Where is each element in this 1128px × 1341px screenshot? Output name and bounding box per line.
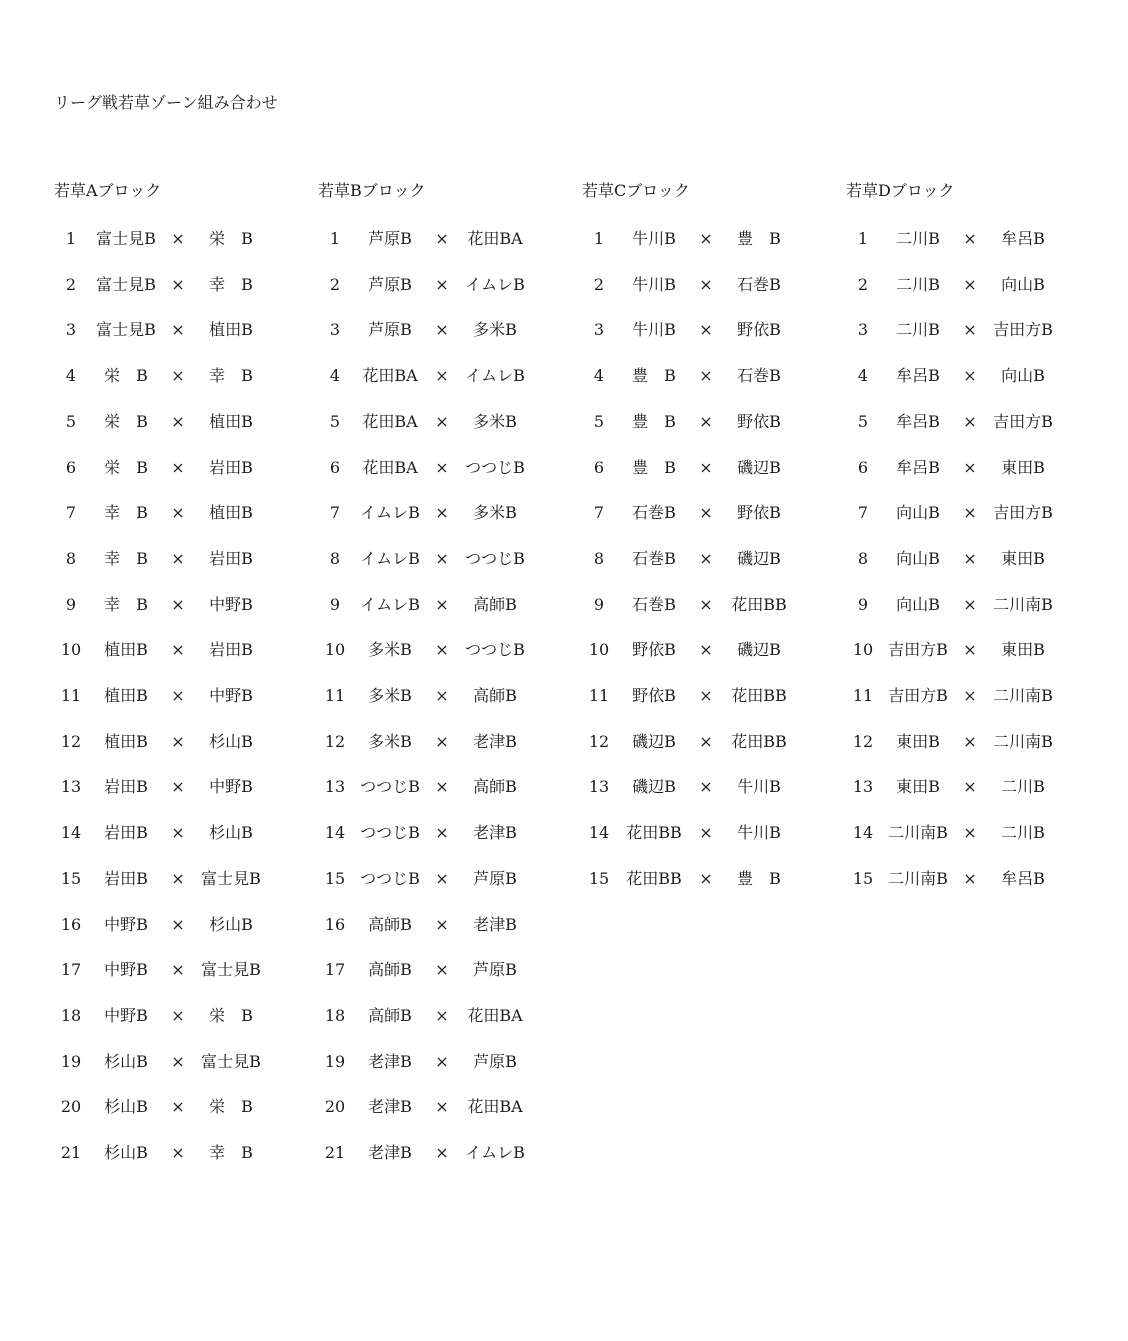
match-number: 11 xyxy=(588,686,610,705)
versus-symbol: × xyxy=(435,503,449,523)
away-team: 東田B xyxy=(1001,457,1045,477)
versus-symbol: × xyxy=(171,229,185,248)
away-team: 吉田方B xyxy=(993,320,1053,340)
match-number: 13 xyxy=(324,777,346,797)
match-number: 1 xyxy=(65,229,77,248)
away-team: つつじB xyxy=(465,548,525,568)
match-number: 9 xyxy=(65,594,77,614)
versus-symbol: × xyxy=(435,1097,449,1117)
versus-symbol: × xyxy=(963,777,977,797)
home-team: 吉田方B xyxy=(888,686,948,705)
home-team: 花田BA xyxy=(362,457,418,477)
home-team: 牟呂B xyxy=(896,457,940,477)
away-team: 芦原B xyxy=(473,868,517,888)
away-team: 牛川B xyxy=(737,777,781,797)
home-team: 東田B xyxy=(896,731,940,751)
away-team: 杉山B xyxy=(209,914,253,934)
away-team: 二川南B xyxy=(993,686,1053,705)
away-team: 野依B xyxy=(737,320,781,340)
home-team: 石巻B xyxy=(632,548,676,568)
home-team: 老津B xyxy=(368,1051,412,1071)
home-team: つつじB xyxy=(360,777,420,797)
match-number: 8 xyxy=(65,548,77,568)
away-team: 植田B xyxy=(209,411,253,431)
versus-symbol: × xyxy=(963,274,977,294)
match-number: 17 xyxy=(324,960,346,980)
versus-symbol: × xyxy=(963,457,977,477)
match-number: 14 xyxy=(60,823,82,843)
match-number: 4 xyxy=(593,366,605,386)
home-team: 二川B xyxy=(896,320,940,340)
away-team: 二川南B xyxy=(993,594,1053,614)
home-team: 幸 B xyxy=(104,594,148,614)
home-team: 豊 B xyxy=(632,411,676,431)
match-number: 8 xyxy=(329,548,341,568)
versus-symbol: × xyxy=(699,457,713,477)
home-team: 牟呂B xyxy=(896,366,940,386)
home-team: 花田BB xyxy=(626,823,682,843)
match-number: 1 xyxy=(857,229,869,248)
home-team: 吉田方B xyxy=(888,640,948,660)
versus-symbol: × xyxy=(171,823,185,843)
away-team: 栄 B xyxy=(209,1097,253,1117)
match-number: 15 xyxy=(852,868,874,888)
versus-symbol: × xyxy=(435,914,449,934)
versus-symbol: × xyxy=(699,823,713,843)
match-number: 4 xyxy=(65,366,77,386)
home-team: 磯辺B xyxy=(632,777,676,797)
versus-symbol: × xyxy=(171,457,185,477)
versus-symbol: × xyxy=(171,1143,185,1162)
versus-symbol: × xyxy=(171,777,185,797)
away-team: 多米B xyxy=(473,503,517,523)
versus-symbol: × xyxy=(171,274,185,294)
versus-symbol: × xyxy=(699,640,713,660)
home-team: 杉山B xyxy=(104,1143,148,1162)
away-team: 栄 B xyxy=(209,229,253,248)
home-team: 芦原B xyxy=(368,229,412,248)
versus-symbol: × xyxy=(699,777,713,797)
home-team: 岩田B xyxy=(104,868,148,888)
home-team: 高師B xyxy=(368,960,412,980)
away-team: 幸 B xyxy=(209,1143,253,1162)
match-number: 10 xyxy=(324,640,346,660)
match-number: 18 xyxy=(60,1005,82,1025)
match-number: 17 xyxy=(60,960,82,980)
away-team: 中野B xyxy=(209,594,253,614)
versus-symbol: × xyxy=(963,548,977,568)
versus-symbol: × xyxy=(699,548,713,568)
block-title: 若草Aブロック xyxy=(54,181,162,200)
away-team: 芦原B xyxy=(473,960,517,980)
match-number: 3 xyxy=(593,320,605,340)
home-team: 高師B xyxy=(368,914,412,934)
away-team: 老津B xyxy=(473,823,517,843)
block-title: 若草Dブロック xyxy=(846,181,955,200)
match-number: 10 xyxy=(588,640,610,660)
home-team: 杉山B xyxy=(104,1097,148,1117)
match-number: 13 xyxy=(852,777,874,797)
home-team: 牟呂B xyxy=(896,411,940,431)
away-team: 植田B xyxy=(209,503,253,523)
home-team: 向山B xyxy=(896,503,940,523)
versus-symbol: × xyxy=(171,1051,185,1071)
match-number: 5 xyxy=(857,411,869,431)
home-team: 幸 B xyxy=(104,503,148,523)
home-team: 植田B xyxy=(104,640,148,660)
match-number: 7 xyxy=(857,503,869,523)
home-team: 東田B xyxy=(896,777,940,797)
away-team: 高師B xyxy=(473,686,517,705)
versus-symbol: × xyxy=(963,366,977,386)
away-team: 杉山B xyxy=(209,823,253,843)
home-team: 岩田B xyxy=(104,823,148,843)
versus-symbol: × xyxy=(435,320,449,340)
home-team: 老津B xyxy=(368,1143,412,1162)
versus-symbol: × xyxy=(963,320,977,340)
home-team: 牛川B xyxy=(632,274,676,294)
versus-symbol: × xyxy=(699,320,713,340)
home-team: 老津B xyxy=(368,1097,412,1117)
block-a xyxy=(54,180,304,1162)
home-team: 二川B xyxy=(896,274,940,294)
away-team: つつじB xyxy=(465,640,525,660)
match-number: 6 xyxy=(593,457,605,477)
home-team: 二川南B xyxy=(888,868,948,888)
match-number: 1 xyxy=(329,229,341,248)
match-number: 7 xyxy=(65,503,77,523)
match-number: 12 xyxy=(852,731,874,751)
home-team: 花田BA xyxy=(362,411,418,431)
home-team: 豊 B xyxy=(632,457,676,477)
match-number: 12 xyxy=(60,731,82,751)
home-team: 植田B xyxy=(104,731,148,751)
versus-symbol: × xyxy=(435,1005,449,1025)
away-team: 植田B xyxy=(209,320,253,340)
versus-symbol: × xyxy=(171,731,185,751)
away-team: 二川B xyxy=(1001,777,1045,797)
away-team: つつじB xyxy=(465,457,525,477)
home-team: 花田BA xyxy=(362,366,418,386)
away-team: 石巻B xyxy=(737,366,781,386)
away-team: 牟呂B xyxy=(1001,868,1045,888)
away-team: 磯辺B xyxy=(737,548,781,568)
away-team: 芦原B xyxy=(473,1051,517,1071)
versus-symbol: × xyxy=(171,366,185,386)
home-team: 磯辺B xyxy=(632,731,676,751)
versus-symbol: × xyxy=(963,411,977,431)
away-team: 豊 B xyxy=(737,868,781,888)
versus-symbol: × xyxy=(435,868,449,888)
match-number: 13 xyxy=(60,777,82,797)
away-team: 老津B xyxy=(473,731,517,751)
match-number: 15 xyxy=(324,868,346,888)
versus-symbol: × xyxy=(435,1051,449,1071)
match-number: 1 xyxy=(593,229,605,248)
match-number: 7 xyxy=(593,503,605,523)
match-number: 9 xyxy=(593,594,605,614)
away-team: 老津B xyxy=(473,914,517,934)
home-team: 高師B xyxy=(368,1005,412,1025)
block-c xyxy=(582,180,832,888)
match-number: 15 xyxy=(588,868,610,888)
home-team: 多米B xyxy=(368,731,412,751)
versus-symbol: × xyxy=(171,640,185,660)
home-team: 富士見B xyxy=(96,274,156,294)
match-number: 8 xyxy=(593,548,605,568)
match-number: 19 xyxy=(60,1051,82,1071)
match-number: 6 xyxy=(65,457,77,477)
match-number: 3 xyxy=(329,320,341,340)
away-team: 富士見B xyxy=(201,960,261,980)
home-team: 富士見B xyxy=(96,229,156,248)
versus-symbol: × xyxy=(171,1097,185,1117)
home-team: 石巻B xyxy=(632,594,676,614)
away-team: 多米B xyxy=(473,320,517,340)
away-team: イムレB xyxy=(465,274,525,294)
away-team: 二川B xyxy=(1001,823,1045,843)
versus-symbol: × xyxy=(963,640,977,660)
away-team: 栄 B xyxy=(209,1005,253,1025)
home-team: イムレB xyxy=(360,503,420,523)
home-team: イムレB xyxy=(360,548,420,568)
versus-symbol: × xyxy=(699,503,713,523)
away-team: 花田BA xyxy=(467,1005,523,1025)
versus-symbol: × xyxy=(435,823,449,843)
away-team: 磯辺B xyxy=(737,640,781,660)
away-team: 幸 B xyxy=(209,366,253,386)
away-team: 幸 B xyxy=(209,274,253,294)
away-team: イムレB xyxy=(465,1143,525,1162)
home-team: 富士見B xyxy=(96,320,156,340)
away-team: 牛川B xyxy=(737,823,781,843)
away-team: 二川南B xyxy=(993,731,1053,751)
versus-symbol: × xyxy=(963,503,977,523)
away-team: 中野B xyxy=(209,777,253,797)
versus-symbol: × xyxy=(171,960,185,980)
versus-symbol: × xyxy=(435,731,449,751)
match-number: 5 xyxy=(65,411,77,431)
versus-symbol: × xyxy=(171,1005,185,1025)
home-team: つつじB xyxy=(360,868,420,888)
home-team: 岩田B xyxy=(104,777,148,797)
block-title: 若草Cブロック xyxy=(582,181,690,200)
match-number: 20 xyxy=(60,1097,82,1117)
match-number: 6 xyxy=(329,457,341,477)
home-team: 牛川B xyxy=(632,229,676,248)
home-team: 野依B xyxy=(632,686,676,705)
home-team: 石巻B xyxy=(632,503,676,523)
home-team: 野依B xyxy=(632,640,676,660)
home-team: 二川B xyxy=(896,229,940,248)
match-number: 18 xyxy=(324,1005,346,1025)
home-team: 牛川B xyxy=(632,320,676,340)
away-team: 東田B xyxy=(1001,548,1045,568)
versus-symbol: × xyxy=(963,823,977,843)
home-team: 栄 B xyxy=(104,411,148,431)
away-team: 野依B xyxy=(737,503,781,523)
match-number: 9 xyxy=(329,594,341,614)
home-team: 向山B xyxy=(896,594,940,614)
home-team: 向山B xyxy=(896,548,940,568)
home-team: 花田BB xyxy=(626,868,682,888)
versus-symbol: × xyxy=(699,411,713,431)
block-d xyxy=(846,180,1096,888)
away-team: 石巻B xyxy=(737,274,781,294)
away-team: 牟呂B xyxy=(1001,229,1045,248)
versus-symbol: × xyxy=(171,686,185,705)
match-number: 4 xyxy=(329,366,341,386)
away-team: 花田BA xyxy=(467,1097,523,1117)
versus-symbol: × xyxy=(699,229,713,248)
versus-symbol: × xyxy=(699,274,713,294)
away-team: 多米B xyxy=(473,411,517,431)
away-team: 向山B xyxy=(1001,366,1045,386)
match-number: 2 xyxy=(65,274,77,294)
home-team: 杉山B xyxy=(104,1051,148,1071)
home-team: 豊 B xyxy=(632,366,676,386)
versus-symbol: × xyxy=(435,1143,449,1162)
versus-symbol: × xyxy=(171,320,185,340)
home-team: 栄 B xyxy=(104,457,148,477)
match-number: 10 xyxy=(60,640,82,660)
away-team: 野依B xyxy=(737,411,781,431)
match-number: 10 xyxy=(852,640,874,660)
home-team: 中野B xyxy=(104,914,148,934)
match-number: 8 xyxy=(857,548,869,568)
block-b xyxy=(318,180,568,1162)
home-team: 多米B xyxy=(368,686,412,705)
versus-symbol: × xyxy=(171,503,185,523)
away-team: 磯辺B xyxy=(737,457,781,477)
away-team: 岩田B xyxy=(209,548,253,568)
match-number: 12 xyxy=(588,731,610,751)
match-number: 11 xyxy=(60,686,82,705)
versus-symbol: × xyxy=(435,960,449,980)
match-number: 14 xyxy=(852,823,874,843)
versus-symbol: × xyxy=(435,594,449,614)
versus-symbol: × xyxy=(699,366,713,386)
match-number: 20 xyxy=(324,1097,346,1117)
home-team: イムレB xyxy=(360,594,420,614)
versus-symbol: × xyxy=(435,366,449,386)
match-number: 14 xyxy=(588,823,610,843)
away-team: イムレB xyxy=(465,366,525,386)
away-team: 中野B xyxy=(209,686,253,705)
away-team: 向山B xyxy=(1001,274,1045,294)
versus-symbol: × xyxy=(963,868,977,888)
away-team: 花田BB xyxy=(731,686,787,705)
versus-symbol: × xyxy=(171,594,185,614)
match-number: 16 xyxy=(324,914,346,934)
match-number: 2 xyxy=(857,274,869,294)
match-number: 5 xyxy=(329,411,341,431)
match-number: 11 xyxy=(852,686,874,705)
match-number: 13 xyxy=(588,777,610,797)
away-team: 豊 B xyxy=(737,229,781,248)
home-team: 二川南B xyxy=(888,823,948,843)
away-team: 吉田方B xyxy=(993,503,1053,523)
versus-symbol: × xyxy=(699,868,713,888)
match-number: 3 xyxy=(857,320,869,340)
versus-symbol: × xyxy=(963,594,977,614)
match-number: 15 xyxy=(60,868,82,888)
versus-symbol: × xyxy=(435,686,449,705)
match-number: 14 xyxy=(324,823,346,843)
versus-symbol: × xyxy=(699,594,713,614)
home-team: 中野B xyxy=(104,1005,148,1025)
match-number: 12 xyxy=(324,731,346,751)
away-team: 吉田方B xyxy=(993,411,1053,431)
versus-symbol: × xyxy=(435,229,449,248)
match-number: 4 xyxy=(857,366,869,386)
home-team: 多米B xyxy=(368,640,412,660)
away-team: 杉山B xyxy=(209,731,253,751)
away-team: 岩田B xyxy=(209,640,253,660)
versus-symbol: × xyxy=(171,548,185,568)
page-title: リーグ戦若草ゾーン組み合わせ xyxy=(54,93,278,112)
match-number: 16 xyxy=(60,914,82,934)
match-number: 6 xyxy=(857,457,869,477)
match-number: 21 xyxy=(60,1143,82,1162)
versus-symbol: × xyxy=(435,640,449,660)
away-team: 高師B xyxy=(473,777,517,797)
match-number: 19 xyxy=(324,1051,346,1071)
versus-symbol: × xyxy=(435,457,449,477)
away-team: 東田B xyxy=(1001,640,1045,660)
versus-symbol: × xyxy=(435,274,449,294)
versus-symbol: × xyxy=(699,686,713,705)
block-title: 若草Bブロック xyxy=(318,181,426,200)
match-number: 11 xyxy=(324,686,346,705)
versus-symbol: × xyxy=(435,411,449,431)
away-team: 花田BB xyxy=(731,594,787,614)
away-team: 花田BA xyxy=(467,229,523,248)
versus-symbol: × xyxy=(699,731,713,751)
home-team: つつじB xyxy=(360,823,420,843)
away-team: 富士見B xyxy=(201,1051,261,1071)
away-team: 富士見B xyxy=(201,868,261,888)
home-team: 中野B xyxy=(104,960,148,980)
versus-symbol: × xyxy=(435,548,449,568)
versus-symbol: × xyxy=(435,777,449,797)
versus-symbol: × xyxy=(171,411,185,431)
match-number: 2 xyxy=(593,274,605,294)
home-team: 芦原B xyxy=(368,274,412,294)
match-number: 2 xyxy=(329,274,341,294)
versus-symbol: × xyxy=(171,868,185,888)
match-number: 3 xyxy=(65,320,77,340)
versus-symbol: × xyxy=(963,731,977,751)
home-team: 芦原B xyxy=(368,320,412,340)
match-number: 5 xyxy=(593,411,605,431)
versus-symbol: × xyxy=(171,914,185,934)
match-number: 21 xyxy=(324,1143,346,1162)
match-number: 7 xyxy=(329,503,341,523)
away-team: 高師B xyxy=(473,594,517,614)
away-team: 岩田B xyxy=(209,457,253,477)
match-number: 9 xyxy=(857,594,869,614)
versus-symbol: × xyxy=(963,229,977,248)
home-team: 栄 B xyxy=(104,366,148,386)
away-team: 花田BB xyxy=(731,731,787,751)
home-team: 幸 B xyxy=(104,548,148,568)
versus-symbol: × xyxy=(963,686,977,705)
home-team: 植田B xyxy=(104,686,148,705)
